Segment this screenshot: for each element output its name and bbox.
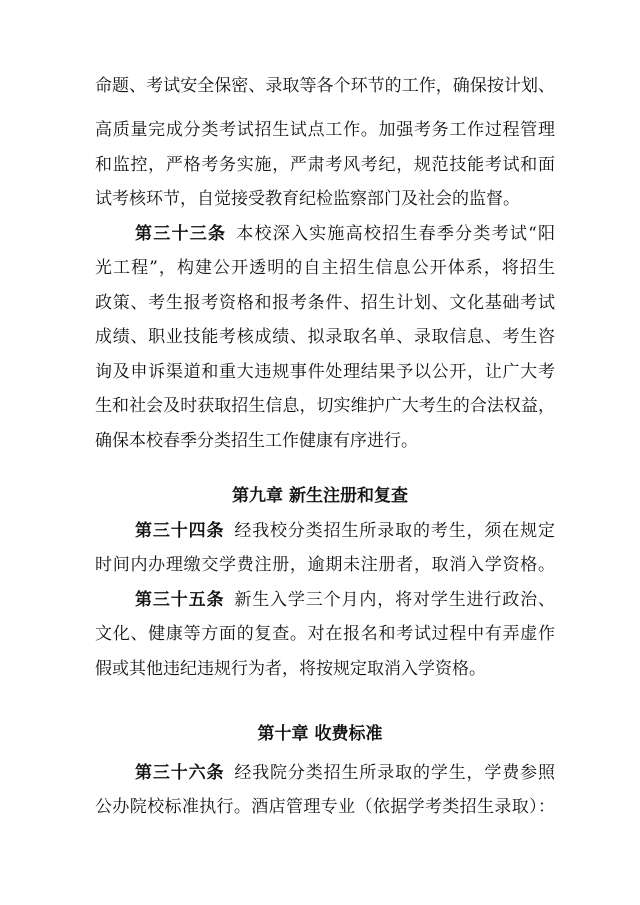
article-first-line (95, 590, 555, 610)
text-line: 经我校分类招生所录取的考生，须在规定 (234, 521, 556, 541)
text-line: 和监控，严格考务实施，严肃考风考纪，规范技能考试和面 (95, 155, 555, 175)
article-number: 第三十五条 (135, 590, 225, 610)
text-line: 确保本校春季分类招生工作健康有序进行。 (95, 431, 418, 451)
article-first-line (95, 763, 555, 783)
text-line: 询及申诉渠道和重大违规事件处理结果予以公开，让广大考 (95, 362, 555, 382)
text-line: 试考核环节，自觉接受教育纪检监察部门及社会的监督。 (95, 189, 520, 209)
article-first-line (95, 224, 555, 244)
article-number: 第三十六条 (135, 763, 225, 783)
text-line: 公办院校标准执行。酒店管理专业（依据学考类招生录取）： (95, 797, 555, 817)
text-line: 命题、考试安全保密、录取等各个环节的工作，确保按计划、 (95, 76, 555, 96)
text-line: 文化、健康等方面的复查。对在报名和考试过程中有弄虚作 (95, 624, 555, 644)
text-line: 光工程”，构建公开透明的自主招生信息公开体系，将招生 (95, 258, 555, 278)
text-line: 成绩、职业技能考核成绩、拟录取名单、录取信息、考生咨 (95, 327, 555, 347)
text-line: 政策、考生报考资格和报考条件、招生计划、文化基础考试 (95, 293, 555, 313)
text-line: 新生入学三个月内，将对学生进行政治、 (234, 590, 556, 610)
text-line: 本校深入实施高校招生春季分类考试“阳 (236, 224, 556, 244)
text-line: 时间内办理缴交学费注册，逾期未注册者，取消入学资格。 (95, 555, 555, 575)
chapter-heading: 第十章 收费标准 (257, 724, 383, 744)
text-line: 假或其他违纪违规行为者，将按规定取消入学资格。 (95, 659, 486, 679)
article-number: 第三十三条 (135, 224, 227, 244)
article-number: 第三十四条 (135, 521, 225, 541)
article-first-line (95, 521, 555, 541)
text-line: 高质量完成分类考试招生试点工作。加强考务工作过程管理 (95, 120, 555, 140)
chapter-heading: 第九章 新生注册和复查 (232, 486, 408, 506)
text-line: 经我院分类招生所录取的学生，学费参照 (234, 763, 556, 783)
text-line: 生和社会及时获取招生信息，切实维护广大考生的合法权益， (95, 396, 555, 416)
